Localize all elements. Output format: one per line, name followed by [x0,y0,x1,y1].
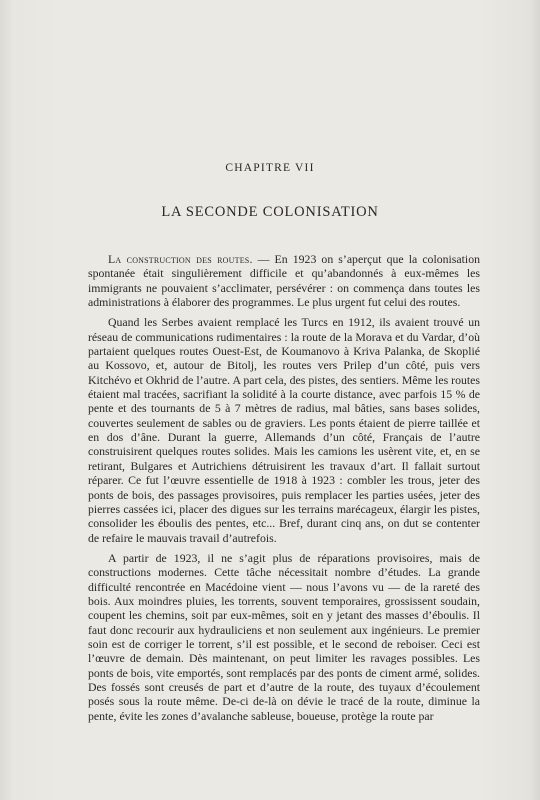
paragraph [88,551,480,723]
body-text [88,252,480,729]
paragraph [88,315,480,545]
paragraph [88,252,480,309]
section-lead: La construction des routes. [108,252,253,266]
paragraph-text: Quand les Serbes avaient remplacé les Turcs en 1912, ils avaient trouvé un réseau de communications rudimentaires : la route de la Morava et du Vardar, d’où partaient quelques routes Ouest-Est, de Koumanovo à Kriva Palanka, de Skoplié au Kossovo, et, autour de Bitolj, les routes vers Prilep d’un côté, puis vers Kitchévo et Okhrid de l’autre. A part cela, des pistes, des sentiers. Même les routes étaient mal tracées, sacrifiant la solidité à la courte distance, avec parfois 15 % de pente et des tournants de 5 à 7 mètres de radius, mal bâties, sans bases solides, couvertes seulement de sables ou de graviers. Les ponts étaient de pierre taillée et en dos d’âne. Durant la guerre, Allemands d’un côté, Français de l’autre construisirent quelques routes solides. Mais les camions les usèrent vite, et, en se retirant, Bulgares et Autrichiens détruisirent les travaux d’art. Il fallait surtout réparer. Ce fut l’œuvre essentielle de 1918 à 1923 : combler les trous, jeter des ponts de bois, des passages provisoires, puis remplacer les parties usées, jeter des pierres cassées ici, placer des digues sur les terrains marécageux, élargir les pistes, consolider les éboulis des pentes, etc... Bref, durant cinq ans, on dut se contenter de refaire le mauvais travail d’autrefois. [88,315,480,545]
paragraph-text: — En 1923 on s’aperçut que la colonisation spontanée était singulièrement difficile et qu’abandonnés à eux-mêmes les immigrants ne pouvaient s’acclimater, persévérer : on commença dans toutes les administrations à élaborer des programmes. Le plus urgent fut celui des routes. [88,252,480,310]
paragraph-text: A partir de 1923, il ne s’agit plus de réparations provisoires, mais de constructions modernes. Cette tâche nécessitait nombre d’études. La grande difficulté rencontrée en Macédoine vient — nous l’avons vu — de la rareté des bois. Aux moindres pluies, les torrents, souvent temporaires, grossissent soudain, coupent les chemins, soit par eux-mêmes, soit en y jetant des masses d’éboulis. Il faut donc recourir aux hydrauliciens et non seulement aux ingénieurs. Le premier soin est de corriger le torrent, s’il est possible, et le second de reboiser. Ceci est l’œuvre de demain. Dès maintenant, on peut limiter les ravages possibles. Les ponts de bois, vite emportés, sont remplacés par des ponts de ciment armé, solides. Des fossés sont creusés de part et d’autre de la route, des tuyaux d’écoulement posés sous la route même. De-ci de-là on dévie le tracé de la route, diminue la pente, évite les zones d’avalanche sableuse, boueuse, protège la route par [88,550,480,723]
chapter-heading: CHAPITRE VII [225,162,315,174]
chapter-title: LA SECONDE COLONISATION [161,204,379,220]
